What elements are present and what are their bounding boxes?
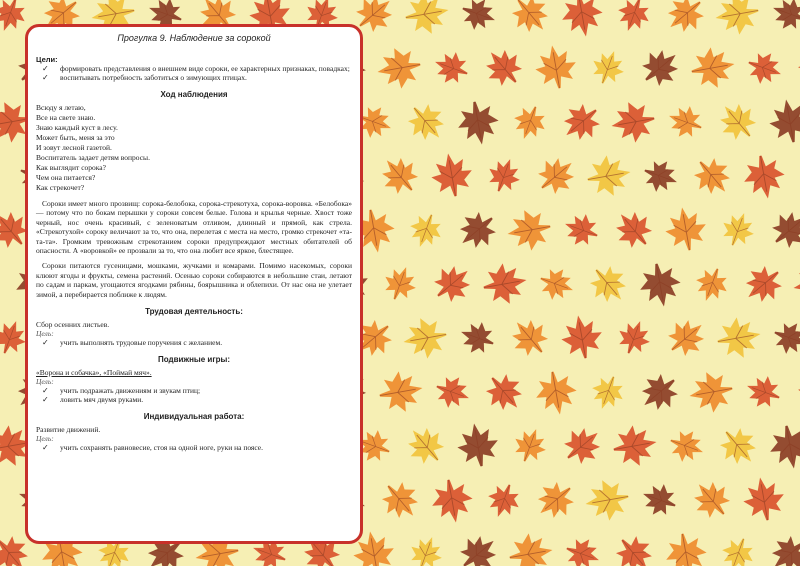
maple-leaf-icon [685,473,738,526]
maple-leaf-icon [790,42,800,95]
individual-heading: Индивидуальная работа: [143,412,245,422]
paragraph-feeding: Сороки питаются гусеницами, мошками, жучками и комарами. Помимо насекомых, сороки клюют ягоды и фрукты, семена растений. Осенью сороки собираются в небольшие стаи, летают по садам и паркам, угощаются ягодками рябины, боярышника и облепихи. От нас она не улетает зимой, а перебирается поближе к людям. [36,261,352,299]
maple-leaf-icon [530,149,583,202]
labor-text: Сбор осенних листьев. [36,320,110,330]
poem-line: Воспитатель задает детям вопросы. [36,153,150,162]
maple-leaf-icon [480,260,530,308]
poem-line: Знаю каждый куст в лесу. [36,123,118,132]
maple-leaf-icon [374,44,424,92]
maple-leaf-icon [768,0,800,35]
maple-leaf-icon [717,533,759,566]
maple-leaf-icon [638,479,681,521]
goal-item: ✓ учить выполнять трудовые поручения с желанием. [42,338,223,348]
maple-leaf-icon [400,96,453,149]
maple-leaf-icon [613,316,655,359]
maple-leaf-icon [454,98,502,148]
maple-leaf-icon [665,425,708,467]
maple-leaf-icon [686,150,739,203]
maple-leaf-icon [633,366,686,419]
maple-leaf-icon [428,476,476,526]
check-icon: ✓ [42,64,49,73]
maple-leaf-icon [764,203,800,256]
goal-item: ✓ воспитывать потребность заботиться о зимующих птицах. [42,73,247,82]
poem-line: Чем она питается? [36,173,96,182]
goals-label: Цели: [36,55,58,64]
maple-leaf-icon [790,260,800,308]
goals-list [36,64,352,82]
maple-leaf-icon [457,0,500,35]
maple-leaf-icon [587,46,629,89]
maple-leaf-icon [582,258,635,311]
maple-leaf-icon [535,263,578,305]
maple-leaf-icon [400,314,450,362]
maple-leaf-icon [769,317,800,359]
maple-leaf-icon [743,47,786,89]
maple-leaf-icon [405,532,447,566]
goal-item: ✓ учить сохранять равновесие, стоя на одной ноге, руки на поясе. [42,443,264,453]
maple-leaf-icon [613,0,655,36]
maple-leaf-icon [509,101,551,144]
games-text: «Ворона и собачка», «Поймай мяч». [36,368,152,378]
games-goals [36,386,352,404]
maple-leaf-icon [688,44,738,92]
poem [36,103,352,193]
poem-line: Всюду я летаю, [36,103,86,112]
maple-leaf-icon [532,368,580,418]
maple-leaf-icon [402,0,452,38]
maple-leaf-icon [451,204,504,257]
maple-leaf-icon [662,204,710,254]
maple-leaf-icon [428,150,476,200]
maple-leaf-icon [610,422,660,470]
maple-leaf-icon [426,257,479,310]
maple-leaf-icon [483,479,525,522]
maple-leaf-icon [686,368,736,416]
maple-leaf-icon [483,154,525,197]
maple-leaf-icon [430,47,473,89]
maple-leaf-icon [477,41,530,94]
maple-leaf-icon [712,420,765,473]
maple-leaf-icon [374,474,427,527]
maple-leaf-icon [503,311,556,364]
maple-leaf-icon [376,368,426,416]
goal-label: Цель: [36,329,54,339]
maple-leaf-icon [509,424,551,467]
walk-card [25,24,363,544]
maple-leaf-icon [555,96,608,149]
poem-line: Как стрекочет? [36,183,85,192]
check-icon: ✓ [42,386,49,396]
maple-leaf-icon [558,0,606,40]
maple-leaf-icon [456,317,499,359]
maple-leaf-icon [763,528,800,566]
maple-leaf-icon [691,263,733,306]
maple-leaf-icon [558,312,606,362]
poem-line: Все на свете знаю. [36,113,96,122]
maple-leaf-icon [608,98,658,146]
maple-leaf-icon [662,530,710,566]
maple-leaf-icon [478,366,531,419]
goal-label: Цель: [36,434,54,444]
maple-leaf-icon [506,530,556,566]
maple-leaf-icon [795,478,800,521]
maple-leaf-icon [742,371,785,413]
maple-leaf-icon [740,152,788,202]
maple-leaf-icon [587,371,629,414]
games-heading: Подвижные игры: [157,355,231,365]
maple-leaf-icon [766,96,800,146]
maple-leaf-icon [717,208,759,251]
maple-leaf-icon [405,209,447,252]
maple-leaf-icon [556,419,609,472]
maple-leaf-icon [789,365,800,418]
maple-leaf-icon [712,0,762,38]
page-title: Прогулка 9. Наблюдение за сорокой [117,33,271,43]
maple-leaf-icon [582,476,632,524]
maple-leaf-icon [714,314,764,362]
goal-item: ✓ формировать представления о внешнем виде сороки, ее характерных признаках, повадках; [42,64,350,73]
goal-item: ✓ ловить мяч двумя руками. [42,395,144,405]
goal-label: Цель: [36,377,54,387]
maple-leaf-icon [766,422,800,472]
maple-leaf-icon [636,260,684,310]
labor-goals [36,338,352,347]
maple-leaf-icon [639,155,682,197]
maple-leaf-icon [379,262,421,305]
maple-leaf-icon [560,209,603,251]
maple-leaf-icon [608,528,661,566]
labor-heading: Трудовая деятельность: [145,307,243,317]
check-icon: ✓ [42,73,49,82]
goal-item: ✓ учить подражать движениям и звукам птиц; [42,386,201,396]
maple-leaf-icon [504,0,557,41]
individual-goals [36,443,352,452]
maple-leaf-icon [529,474,582,527]
paragraph-description: Сороки имеет много прозвищ: сорока-белобока, сорока-стрекотуха, сорока-воровка. «Белобока» — потому что по бокам перышки у сороки совсем белые. Голова и крылья черные. Хвост тоже черный, нос очень красивый, с зеленоватым отливом, длинный и прямой, как стрела. «Стрекотухой» сороку величают за то, что она, перелетая с места на место, громко стрекочет «та-та-та». Громким тревожным стрекотанием сороки предупреждают местных обитателей об опасности. А «воровкой» ее прозвали за то, что она любит все яркое, блестящее. [36,199,352,256]
poem-line: Как выглядит сорока? [36,163,106,172]
maple-leaf-icon [659,0,712,41]
maple-leaf-icon [561,533,604,566]
maple-leaf-icon [737,258,790,311]
check-icon: ✓ [42,443,49,453]
maple-leaf-icon [584,152,634,200]
check-icon: ✓ [42,338,49,348]
maple-leaf-icon [452,527,505,566]
maple-leaf-icon [740,474,788,524]
observation-heading: Ход наблюдения [160,90,228,99]
maple-leaf-icon [504,206,554,254]
maple-leaf-icon [454,420,502,470]
check-icon: ✓ [42,395,49,405]
maple-leaf-icon [795,155,800,198]
maple-leaf-icon [607,203,660,256]
maple-leaf-icon [399,419,452,472]
poem-line: Может быть, меня за это [36,133,115,142]
individual-text: Развитие движений. [36,425,101,435]
poem-line: И зовут лесной газетой. [36,143,112,152]
maple-leaf-icon [711,95,764,148]
maple-leaf-icon [532,42,580,92]
maple-leaf-icon [431,371,474,413]
maple-leaf-icon [634,41,687,94]
maple-leaf-icon [373,149,426,202]
maple-leaf-icon [660,311,713,364]
maple-leaf-icon [664,101,707,143]
